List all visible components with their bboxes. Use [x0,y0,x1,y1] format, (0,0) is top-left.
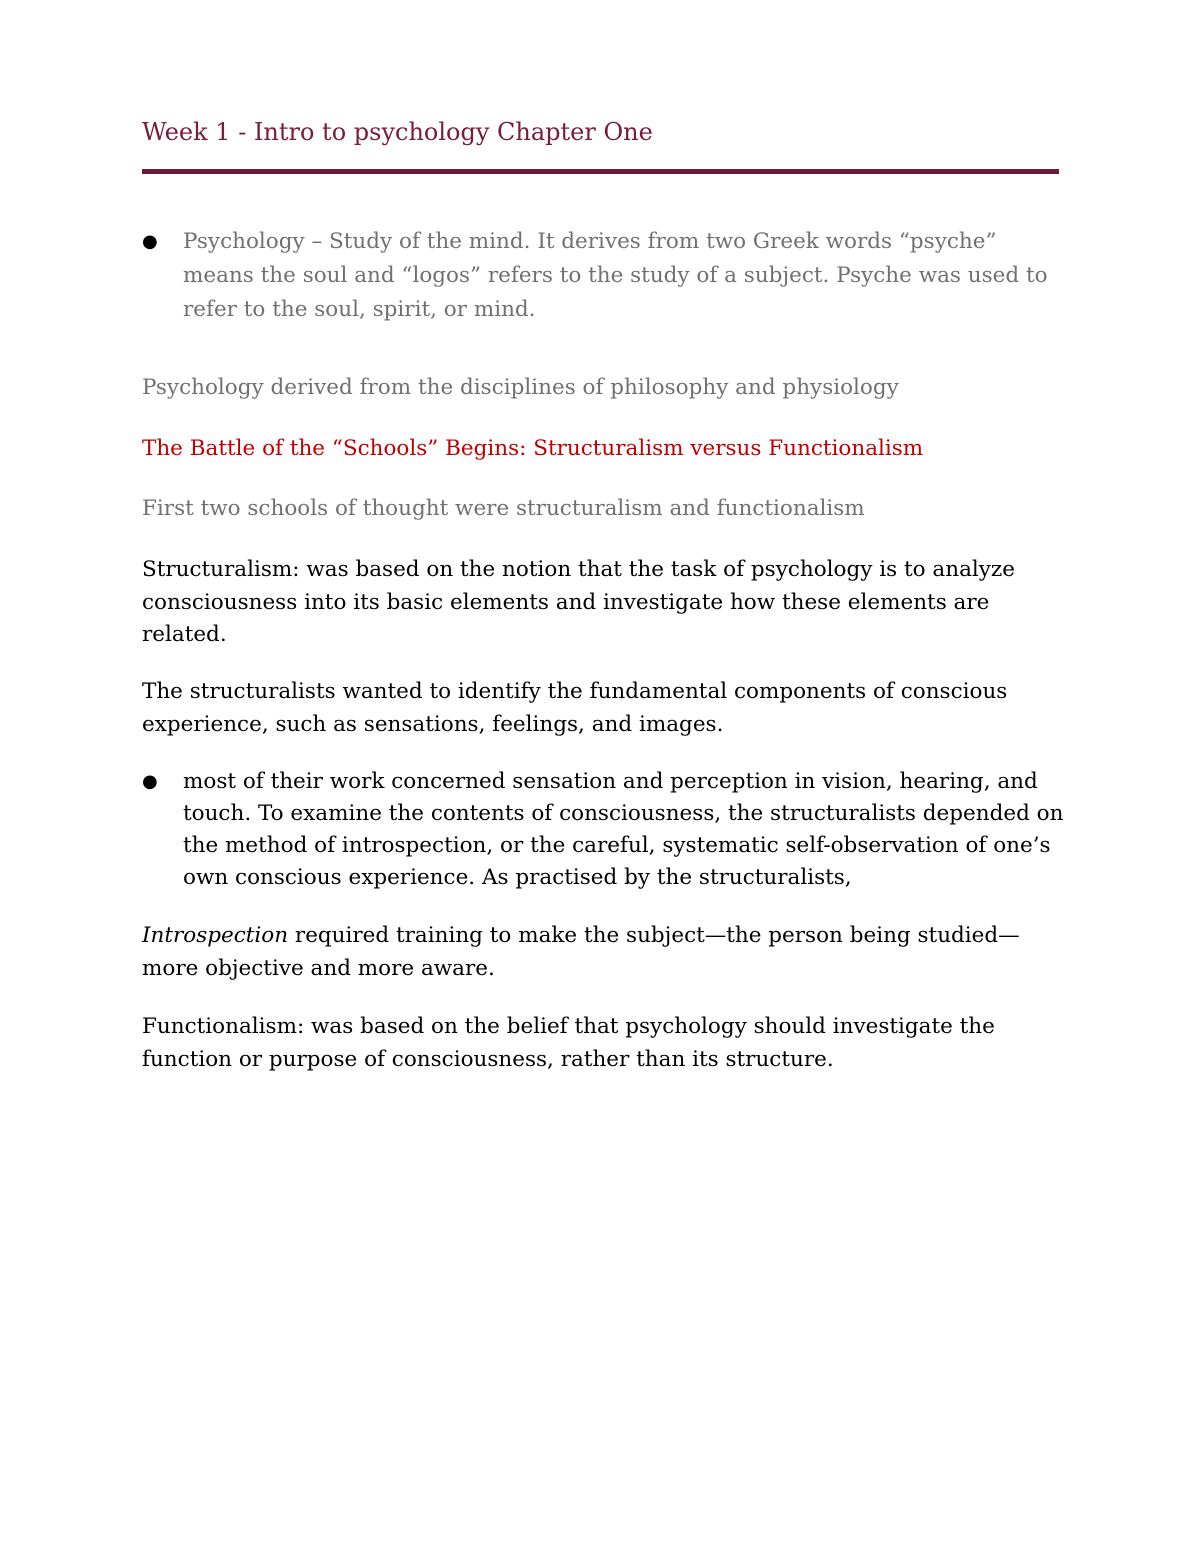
paragraph-first-two: First two schools of thought were structuralism and functionalism [142,496,865,521]
page-title: Week 1 - Intro to psychology Chapter One [142,118,653,146]
bullet-icon: ● [142,231,158,252]
paragraph-functionalism: Functionalism: was based on the belief that psychology should investigate the function or purpose of consciousness, rather than its structure. [142,1014,995,1072]
paragraph-derived: Psychology derived from the disciplines of philosophy and physiology [142,375,899,400]
bullet-text: Psychology – Study of the mind. It derives from two Greek words “psyche” means the soul and “logos” refers to the study of a subject. Psyche was used to refer to the soul, spirit, or mind. [183,229,1048,322]
bullet-text: most of their work concerned sensation and perception in vision, hearing, and touch. To examine the contents of consciousness, the structuralists depended on the method of introspection, or the careful, systematic self-observation of one’s own conscious experience. As practised by the structuralists, [183,769,1064,890]
paragraph-structuralism: Structuralism: was based on the notion that the task of psychology is to analyze consciousness into its basic elements and investigate how these elements are related. [142,557,1015,647]
introspection-text: required training to make the subject—the person being studied—more objective and more aware. [142,923,1020,981]
paragraph-introspection [142,920,1072,985]
introspection-term: Introspection [142,923,289,948]
bullet-icon: ● [142,771,158,792]
section-heading: The Battle of the “Schools” Begins: Structuralism versus Functionalism [142,436,924,461]
paragraph-structuralists: The structuralists wanted to identify the fundamental components of conscious experience, such as sensations, feelings, and images. [142,679,1008,737]
title-divider [142,169,1059,174]
